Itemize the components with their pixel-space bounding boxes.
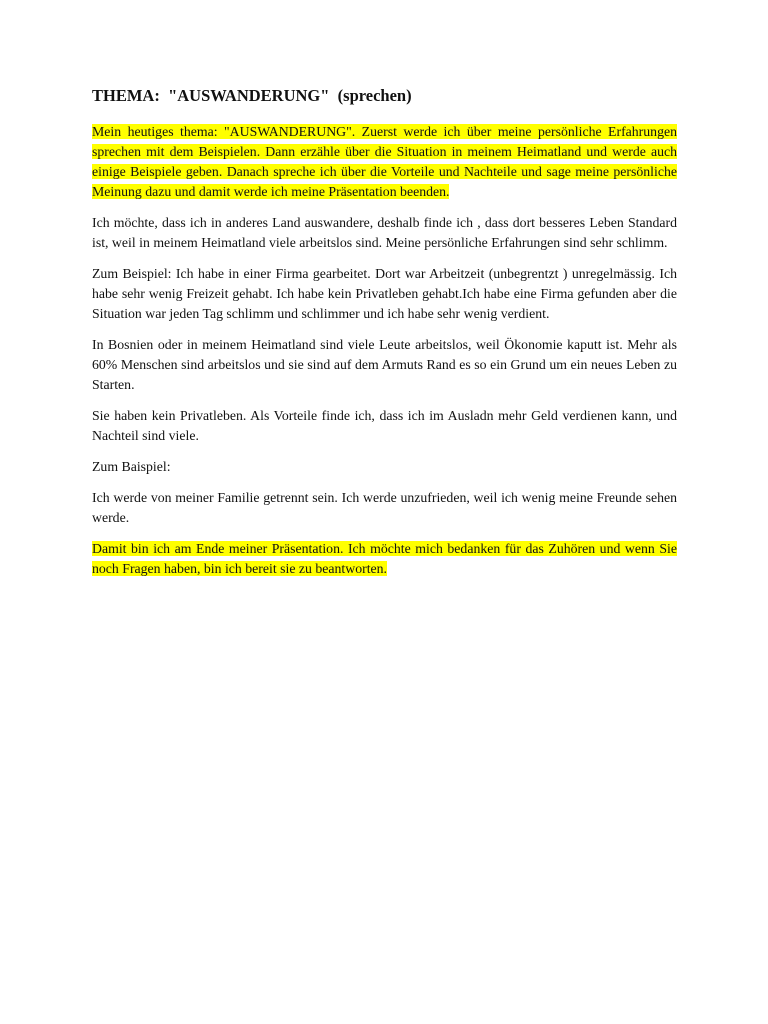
paragraph-family: Ich werde von meiner Familie getrennt sein. Ich werde unzufrieden, weil ich wenig meine Freunde sehen werde. <box>92 490 677 525</box>
paragraph-example-work: Zum Beispiel: Ich habe in einer Firma gearbeitet. Dort war Arbeitzeit (unbegrentzt ) unregelmässig. Ich habe sehr wenig Freizeit gehabt. Ich habe kein Privatleben gehabt.Ich habe eine Firma gefunden aber die Situation war jeden Tag schlimm und schlimmer und ich habe sehr wenig verdient. <box>92 266 677 321</box>
document-body <box>92 86 677 590</box>
paragraph-intro <box>92 122 677 202</box>
document-title: THEMA: "AUSWANDERUNG" (sprechen) <box>92 86 412 105</box>
paragraph-closing-text: Damit bin ich am Ende meiner Präsentation. Ich möchte mich bedanken für das Zuhören und wenn Sie noch Fragen haben, bin ich bereit sie zu beantworten. <box>92 541 677 576</box>
paragraph-example-label: Zum Baispiel: <box>92 459 171 474</box>
paragraph-closing <box>92 539 677 579</box>
paragraph-pros-cons: Sie haben kein Privatleben. Als Vorteile finde ich, dass ich im Ausladn mehr Geld verdienen kann, und Nachteil sind viele. <box>92 408 677 443</box>
paragraph-homeland: In Bosnien oder in meinem Heimatland sind viele Leute arbeitslos, weil Ökonomie kaputt ist. Mehr als 60% Menschen sind arbeitslos und sie sind auf dem Armuts Rand es so ein Grund um ein neues Leben zu Starten. <box>92 337 677 392</box>
paragraph-intro-text: Mein heutiges thema: "AUSWANDERUNG". Zuerst werde ich über meine persönliche Erfahrungen sprechen mit dem Beispielen. Dann erzähle über die Situation in meinem Heimatland und werde auch einige Beispiele geben. Danach spreche ich über die Vorteile und Nachteile und sage meine persönliche Meinung dazu und damit werde ich meine Präsentation beenden. <box>92 124 677 199</box>
paragraph-wish: Ich möchte, dass ich in anderes Land auswandere, deshalb finde ich , dass dort besseres Leben Standard ist, weil in meinem Heimatland viele arbeitslos sind. Meine persönliche Erfahrungen sind sehr schlimm. <box>92 215 677 250</box>
